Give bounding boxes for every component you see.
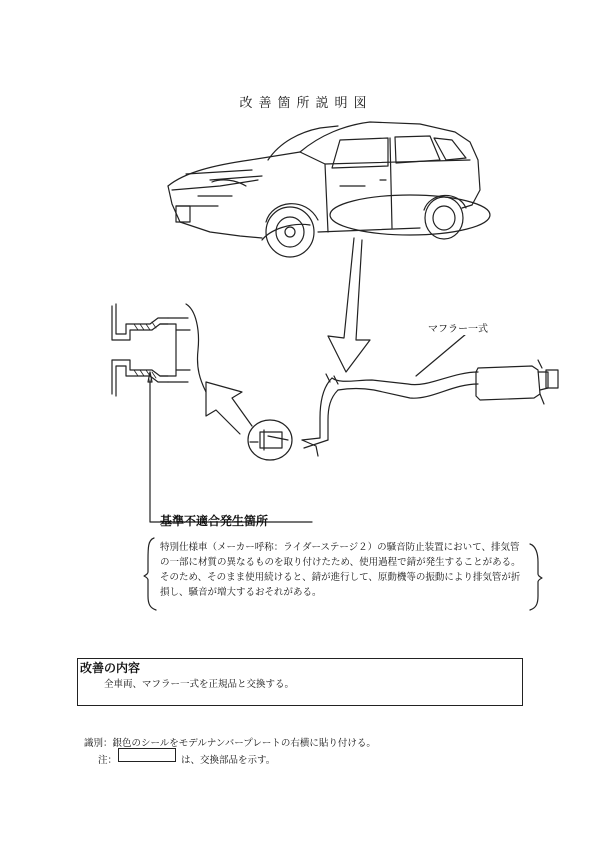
improvement-text: 全車両、マフラー一式を正規品と交換する。	[104, 679, 295, 690]
pointer-arrow	[328, 238, 370, 372]
defect-description: 特別仕様車（メーカー呼称：ライダーステージ２）の騒音防止装置において、排気管の一部に材質の異なるものを取り付けたため、使用過程で錆が発生することがある。そのため、そのまま使用続けると、錆が進行して、原動機等の振動により排気管が折損し、騒音が増大するおそれがある。	[160, 542, 521, 598]
cross-section	[112, 304, 206, 396]
legend-box-icon	[118, 748, 176, 762]
identification-note: 識別：銀色のシールをモデルナンバープレートの右横に貼り付ける。	[84, 738, 376, 749]
page-title: 改善箇所説明図	[239, 96, 373, 111]
exhaust-pipe	[302, 360, 558, 456]
note-text: は、交換部品を示す。	[181, 755, 276, 766]
defect-location-label: 基準不適合発生箇所	[160, 514, 269, 528]
car-illustration	[168, 122, 490, 257]
muffler-label: マフラー一式	[426, 320, 490, 335]
improvement-heading: 改善の内容	[80, 661, 141, 675]
note-label: 注：	[98, 755, 118, 766]
